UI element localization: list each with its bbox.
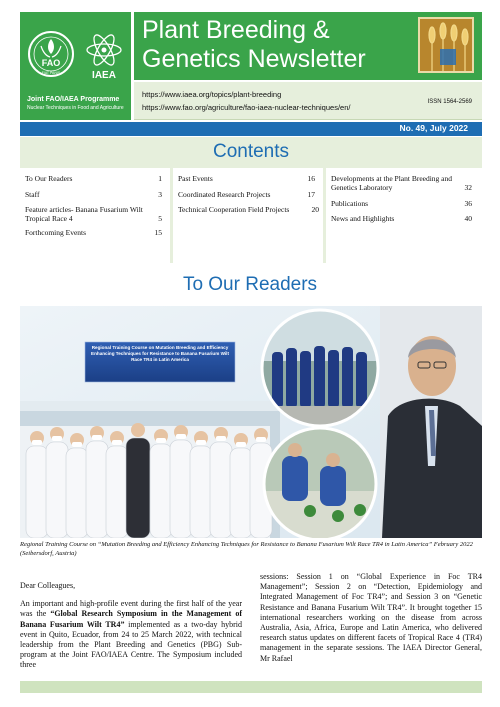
toc-column-3 [326, 168, 482, 263]
toc-item-label[interactable]: To Our Readers [25, 174, 73, 183]
toc-item-page: 5 [158, 214, 162, 223]
iaea-link[interactable]: https://www.iaea.org/topics/plant-breeding [142, 90, 282, 99]
iaea-logo-icon [82, 32, 126, 82]
toc-item-page: 40 [464, 214, 472, 223]
fao-logo-icon [27, 30, 75, 78]
toc-item-label[interactable]: Developments at the Plant Breeding and Genetics Laboratory [331, 174, 453, 192]
section-title: To Our Readers [182, 274, 318, 295]
article-column-left [20, 581, 242, 671]
photo-collage-illustration [20, 306, 482, 538]
paragraph-1: An important and high-profile event during the first half of the year was the “Global Research Symposium in the Management of Banana Fusarium Wilt TR4” implemented as a two-day hybrid event in Quito, Ecuador, from 24 to 25 March 2022, with technical leadership from the Plant Breeding and Genetics (PBG) Sub-program at the Joint FAO/IAEA Centre. The Symposium included three [20, 599, 243, 670]
toc-item-page: 1 [158, 174, 162, 183]
toc-item-page: 32 [464, 183, 472, 192]
toc-item-label[interactable]: Publications [331, 199, 369, 208]
toc-item-label[interactable]: Staff [25, 190, 40, 199]
programme-subtitle: Nuclear Techniques in Food and Agriculture [27, 105, 124, 111]
contents-section [20, 137, 482, 263]
joint-programme-logo-panel [20, 12, 131, 120]
greeting: Dear Colleagues, [20, 581, 76, 590]
toc-item-label[interactable]: Coordinated Research Projects [178, 190, 271, 199]
programme-name: Joint FAO/IAEA Programme [27, 96, 120, 103]
paragraph-2: sessions: Session 1 on “Global Experience in Foc TR4 Management”; Session 2 on “Detection, Epidemiology and Integrated Management of Foc TR4”; and Session 3 on “Genetic Resistance and Banana Fusarium Wilt TR4”. It brought together 15 international researchers working on the disease from across Australia, Asia, Africa, Europe and Latin America, who delivered research status updates on different facets of Tropical Race 4 (TR4) management in the separate sessions. The IAEA Director General, Mr Rafael [260, 572, 482, 663]
toc-item-page: 16 [307, 174, 315, 183]
wheat-emblem-icon [418, 17, 474, 73]
toc-item-label[interactable]: Technical Cooperation Field Projects [178, 205, 290, 214]
fao-link[interactable]: https://www.fao.org/agriculture/fao-iaea-nuclear-techniques/en/ [142, 103, 351, 112]
photo-banner-text: Regional Training Course on Mutation Breeding and Efficiency Enhancing Techniques for Resistance to Banana Fusarium Wilt Race TR4 in Latin America [91, 345, 229, 362]
footer-bar [20, 681, 482, 693]
toc-item-label[interactable]: Past Events [178, 174, 213, 183]
links-strip [134, 82, 482, 120]
issue-number: No. 49, July 2022 [399, 123, 468, 133]
fiat-panis-text: FIAT PANIS [41, 71, 61, 75]
toc-item-label[interactable]: Feature articles- Banana Fusarium Wilt Tropical Race 4 [25, 205, 143, 223]
iaea-logo-text: IAEA [92, 70, 116, 81]
toc-item-page: 36 [464, 199, 472, 208]
contents-title: Contents [212, 141, 290, 162]
toc-item-label[interactable]: Forthcoming Events [25, 228, 87, 237]
toc-column-2 [173, 168, 323, 263]
issue-bar [20, 122, 482, 136]
issn-number: ISSN 1564-2569 [427, 99, 472, 105]
toc-item-page: 17 [307, 190, 315, 199]
newsletter-title-banner [134, 12, 482, 80]
toc-item-page: 3 [158, 190, 162, 199]
newsletter-title: Plant Breeding & Genetics Newsletter [142, 16, 366, 73]
photo-caption: Regional Training Course on “Mutation Breeding and Efficiency Enhancing Techniques for Resistance to Banana Fusarium Wilt Race TR4 in Latin America” February 2022 (Seibersdorf, Austria) [20, 541, 473, 557]
toc-item-page: 20 [311, 205, 319, 214]
symposium-title: “Global Research Symposium in the Management of Banana Fusarium Wilt TR4” [20, 609, 242, 629]
fao-logo-text: FAO [41, 58, 61, 68]
training-course-photo-collage [20, 306, 482, 538]
toc-item-page: 15 [154, 228, 162, 237]
article-column-right [260, 572, 482, 664]
toc-column-1 [20, 168, 170, 263]
toc-item-label[interactable]: News and Highlights [331, 214, 395, 223]
